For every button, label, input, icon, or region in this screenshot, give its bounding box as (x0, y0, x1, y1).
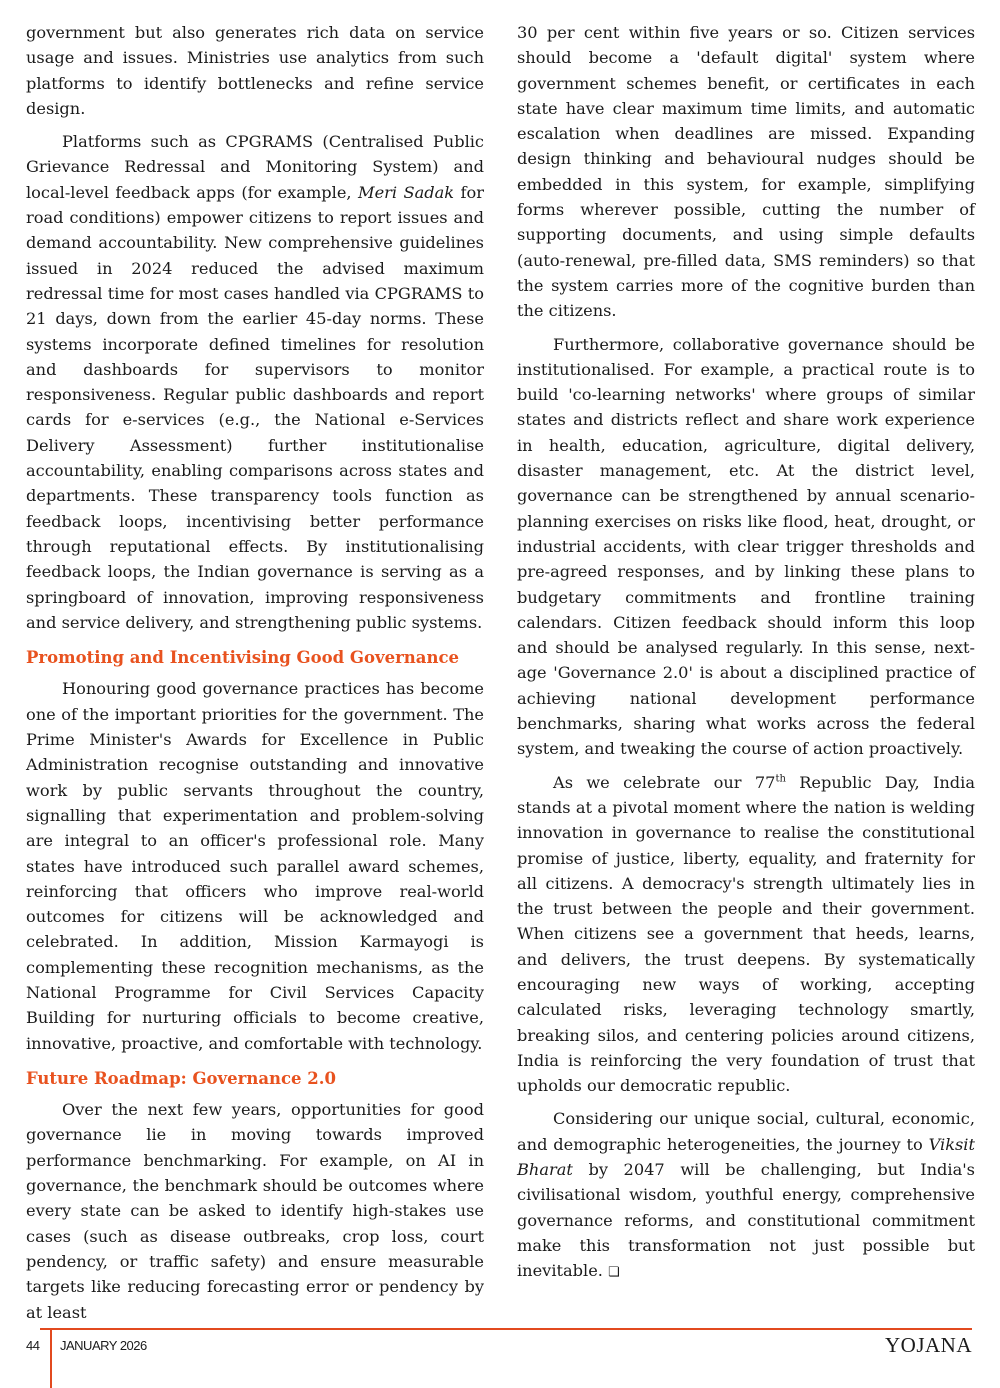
section-heading: Promoting and Incentivising Good Governance (26, 648, 460, 668)
paragraph (26, 129, 484, 635)
text-run: Republic Day, India stands at a pivotal moment where the nation is welding innovation in governance to realise the constitutional promise of justice, liberty, equality, and fraternity for all citizens. A democracy's strength ultimately lies in the trust between the people and their government. When citizens see a government that heeds, learns, and delivers, the trust deepens. By systematically encouraging new ways of working, accepting calculated risks, leveraging technology smartly, breaking silos, and centering policies around citizens, India is reinforcing the very foundation of trust that upholds our democratic republic. (517, 772, 975, 1096)
emphasis-text: Meri Sadak (358, 182, 455, 202)
text-run: by 2047 will be challenging, but India's civilisational wisdom, youthful energy, comprehensive governance reforms, and constitutional commitment make this transformation not just possible but inevitable. (517, 1160, 975, 1281)
paragraph (517, 770, 975, 1099)
footer-divider (50, 1328, 52, 1388)
right-column (517, 20, 975, 1286)
issue-date: JANUARY 2026 (60, 1338, 147, 1353)
paragraph: government but also generates rich data on service usage and issues. Ministries use analytics from such platforms to identify bottlenecks and refine service design. (26, 23, 484, 118)
end-of-article-icon: ❏ (608, 1265, 620, 1281)
emphasis-text: Viksit Bharat (517, 1134, 975, 1180)
paragraph: Over the next few years, opportunities for good governance lie in moving towards improved performance benchmarking. For example, on AI in governance, the benchmark should be outcomes where every state can be asked to identify high-stakes use cases (such as disease outbreaks, crop loss, court pendency, or traffic safety) and ensure measurable targets like reducing forecasting error or pendency by at least (26, 1100, 484, 1322)
paragraph: Honouring good governance practices has become one of the important priorities for the government. The Prime Minister's Awards for Excellence in Public Administration recognise outstanding and innovative work by public servants throughout the country, signalling that experimentation and problem-solving are integral to an officer's professional role. Many states have introduced such parallel award schemes, reinforcing that officers who improve real-world outcomes for citizens will be acknowledged and celebrated. In addition, Mission Karmayogi is complementing these recognition mechanisms, as the National Programme for Civil Services Capacity Building for nurturing officials to become creative, innovative, proactive, and comfortable with technology. (26, 679, 484, 1053)
paragraph (517, 1106, 975, 1285)
left-column (26, 20, 484, 1325)
magazine-name: YOJANA (885, 1333, 972, 1357)
superscript: th (775, 773, 786, 785)
text-run: Considering our unique social, cultural, economic, and demographic heterogeneities, the journey to (517, 1109, 975, 1154)
section-heading: Future Roadmap: Governance 2.0 (26, 1068, 336, 1088)
paragraph: 30 per cent within five years or so. Citizen services should become a 'default digital' system where government schemes benefit, or certificates in each state have clear maximum time limits, and automatic escalation when deadlines are missed. Expanding design thinking and behavioural nudges should be embedded in this system, for example, simplifying forms wherever possible, cutting the number of supporting documents, and using simple defaults (auto-renewal, pre-filled data, SMS reminders) so that the system carries more of the cognitive burden than the citizens. (517, 23, 975, 321)
text-run: Platforms such as CPGRAMS (Centralised Public Grievance Redressal and Monitoring System) and local-level feedback apps (for example, (26, 132, 484, 202)
footer-rule (40, 1328, 972, 1330)
text-run: for road conditions) empower citizens to report issues and demand accountability. New comprehensive guidelines issued in 2024 reduced the advised maximum redressal time for most cases handled via CPGRAMS to 21 days, down from the earlier 45-day norms. These systems incorporate defined timelines for resolution and dashboards for supervisors to monitor responsiveness. Regular public dashboards and report cards for e-services (e.g., the National e-Services Delivery Assessment) further institutionalise accountability, enabling comparisons across states and departments. These transparency tools function as feedback loops, incentivising better performance through reputational effects. By institutionalising feedback loops, the Indian governance is serving as a springboard of innovation, improving responsiveness and service delivery, and strengthening public systems. (26, 182, 484, 632)
paragraph: Furthermore, collaborative governance should be institutionalised. For example, a practical route is to build 'co-learning networks' where groups of similar states and districts reflect and share work experience in health, education, agriculture, digital delivery, disaster management, etc. At the district level, governance can be strengthened by annual scenario-planning exercises on risks like flood, heat, drought, or industrial accidents, with clear trigger thresholds and pre-agreed responses, and by linking these plans to budgetary commitments and frontline training calendars. Citizen feedback should inform this loop and should be analysed regularly. In this sense, next-age 'Governance 2.0' is about a disciplined practice of achieving national development performance benchmarks, sharing what works across the federal system, and tweaking the course of action proactively. (517, 334, 975, 759)
page-number: 44 (26, 1338, 40, 1353)
text-run: As we celebrate our 77 (553, 772, 776, 792)
